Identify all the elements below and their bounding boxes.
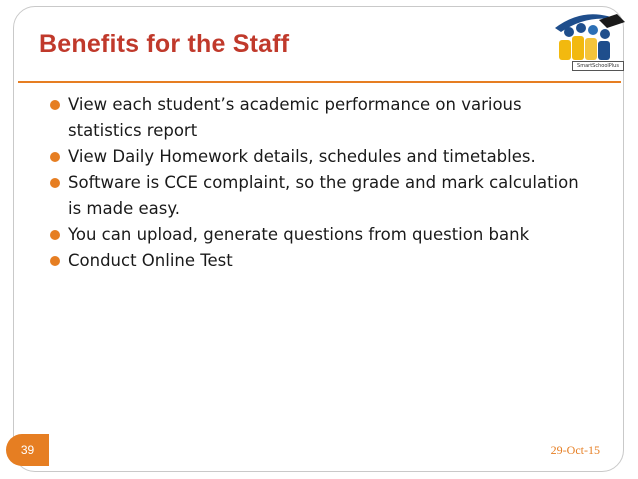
bullet-text: You can upload, generate questions from question bank <box>68 225 530 244</box>
title-divider <box>18 81 621 83</box>
bullet-icon <box>50 230 60 240</box>
logo-caption: SmartSchoolPlus <box>572 61 624 71</box>
bullet-item <box>50 92 595 144</box>
bullet-item <box>50 170 595 222</box>
bullet-item <box>50 144 595 170</box>
page-number: 39 <box>6 434 49 466</box>
bullet-item <box>50 222 595 248</box>
bullet-item <box>50 248 595 274</box>
bullet-icon <box>50 256 60 266</box>
bullet-text: Conduct Online Test <box>68 251 233 270</box>
bullet-icon <box>50 178 60 188</box>
bullet-icon <box>50 100 60 110</box>
slide-date: 29-Oct-15 <box>550 443 600 457</box>
bullet-list <box>50 92 595 274</box>
bullet-text: Software is CCE complaint, so the grade and mark calculation is made easy. <box>68 173 579 218</box>
bullet-icon <box>50 152 60 162</box>
bullet-text: View Daily Homework details, schedules and timetables. <box>68 147 536 166</box>
slide-title: Benefits for the Staff <box>39 30 290 58</box>
bullet-text: View each student’s academic performance on various statistics report <box>68 95 522 140</box>
